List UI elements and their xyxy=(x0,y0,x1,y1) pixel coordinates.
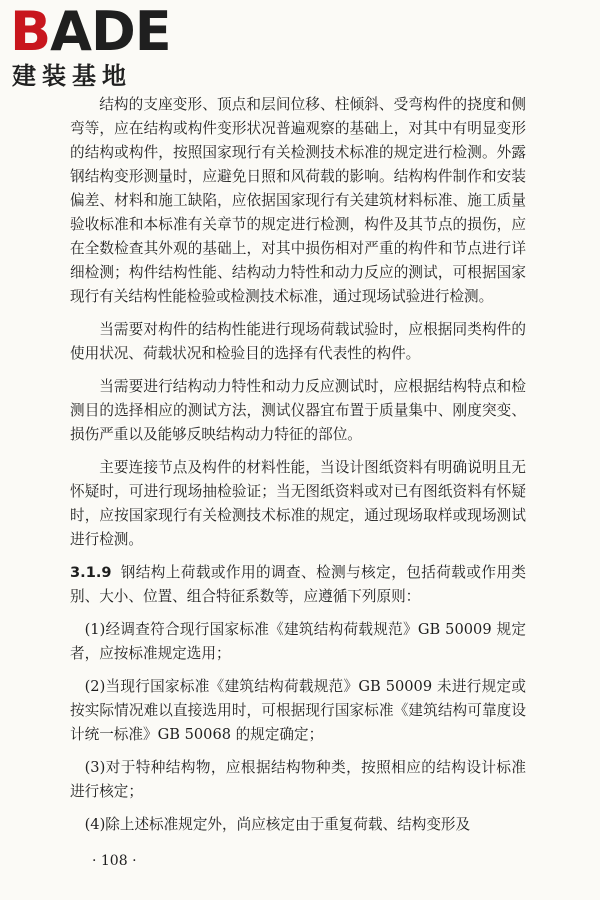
page-body xyxy=(70,93,526,846)
logo-letter-b: B xyxy=(10,0,51,63)
list-item: (2)当现行国家标准《建筑结构荷载规范》GB 50009 未进行规定或按实际情况难以直接选用时，可根据现行国家标准《建筑结构可靠度设计统一标准》GB 50068 的规定确定； xyxy=(70,678,526,743)
paragraph-deformation: 结构的支座变形、顶点和层间位移、柱倾斜、受弯构件的挠度和侧弯等，应在结构或构件变形状况普遍观察的基础上，对其中有明显变形的结构或构件，按照国家现行有关检测技术标准的规定进行检测。外露钢结构变形测量时，应避免日照和风荷载的影响。结构构件制作和安装偏差、材料和施工缺陷，应依据国家现行有关建筑材料标准、施工质量验收标准和本标准有关章节的规定进行检测，构件及其节点的损伤，应在全数检查其外观的基础上，对其中损伤相对严重的构件和节点进行详细检测；构件结构性能、结构动力特性和动力反应的测试，可根据国家现行有关结构性能检验或检测技术标准，通过现场试验进行检测。 xyxy=(70,96,526,305)
clause-3-1-9 xyxy=(70,561,526,609)
clause-number: 3.1.9 xyxy=(70,564,112,581)
list-item: (4)除上述标准规定外，尚应核定由于重复荷载、结构变形及 xyxy=(84,816,471,833)
paragraph-load-test: 当需要对构件的结构性能进行现场荷载试验时，应根据同类构件的使用状况、荷载状况和检验目的选择有代表性的构件。 xyxy=(70,321,526,362)
list-item: (1)经调查符合现行国家标准《建筑结构荷载规范》GB 50009 规定者，应按标准规定选用； xyxy=(70,621,526,662)
clause-text: 钢结构上荷载或作用的调查、检测与核定，包括荷载或作用类别、大小、位置、组合特征系数等，应遵循下列原则： xyxy=(70,564,526,605)
list-item: (3)对于特种结构物，应根据结构物种类，按照相应的结构设计标准进行核定； xyxy=(70,759,526,800)
paragraph-material: 主要连接节点及构件的材料性能，当设计图纸资料有明确说明且无怀疑时，可进行现场抽检验证；当无图纸资料或对已有图纸资料有怀疑时，应按国家现行有关检测技术标准的规定，通过现场取样或现场测试进行检测。 xyxy=(70,459,526,548)
bade-logo xyxy=(10,0,180,94)
logo-chinese-name: 建装基地 xyxy=(12,62,132,90)
logo-letters-ade: ADE xyxy=(50,0,171,63)
logo-wordmark xyxy=(10,0,171,63)
page-number: · 108 · xyxy=(92,853,137,869)
paragraph-dynamic-test: 当需要进行结构动力特性和动力反应测试时，应根据结构特点和检测目的选择相应的测试方法，测试仪器宜布置于质量集中、刚度突变、损伤严重以及能够反映结构动力特征的部位。 xyxy=(70,378,526,443)
